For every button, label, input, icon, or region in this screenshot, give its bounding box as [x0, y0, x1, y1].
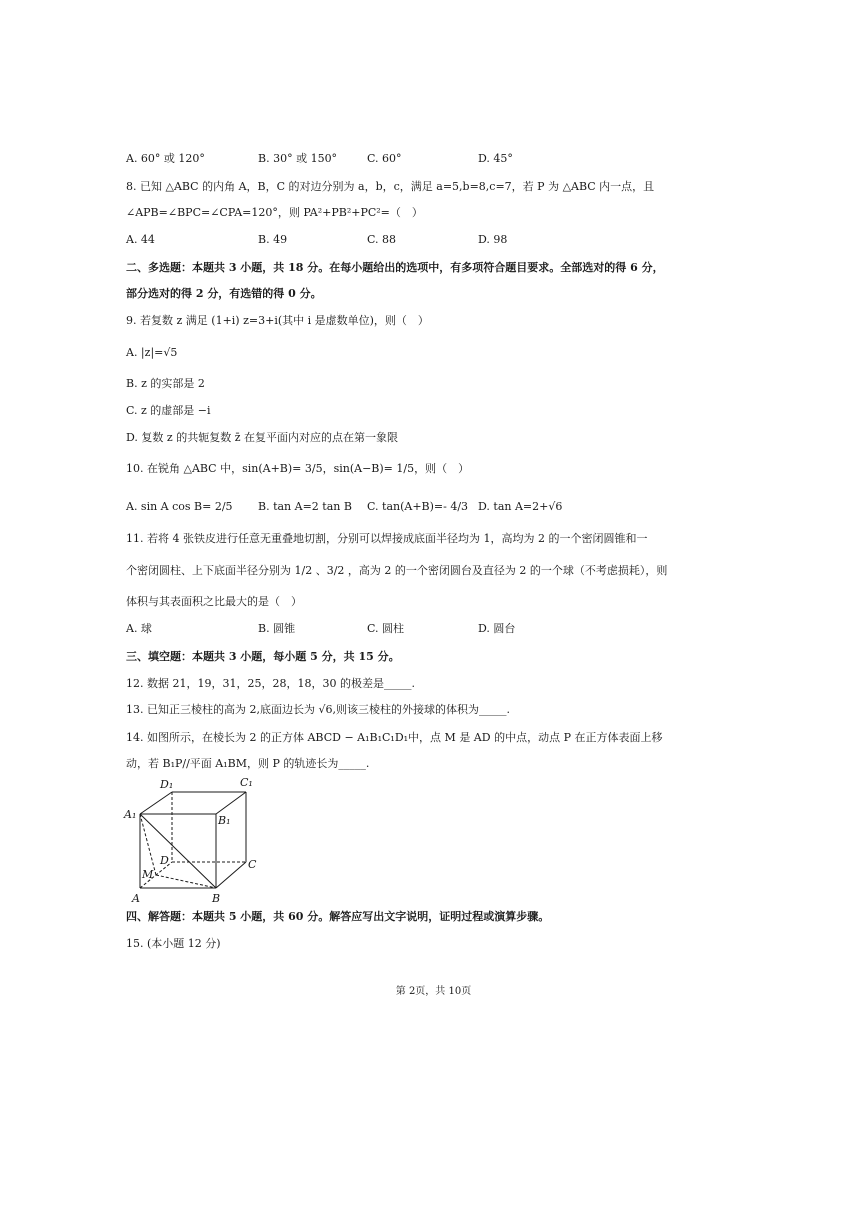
label-c: C	[248, 858, 257, 871]
q11-stem-line1: 11. 若将 4 张铁皮进行任意无重叠地切割，分别可以焊接成底面半径均为 1，高均为 2 的一个密闭圆锥和一	[126, 532, 648, 545]
q7-option-d: D. 45°	[478, 152, 513, 165]
q7-option-b: B. 30° 或 150°	[258, 152, 338, 165]
q11-option-b: B. 圆锥	[258, 622, 296, 635]
label-d1: D₁	[160, 778, 174, 791]
edge-b1-c1	[216, 792, 246, 814]
q11-stem-line3: 体积与其表面积之比最大的是（ ）	[126, 595, 302, 608]
q11-option-a: A. 球	[126, 622, 152, 635]
section4-heading: 四、解答题：本题共 5 小题，共 60 分。解答应写出文字说明，证明过程或演算步骤。	[126, 910, 550, 923]
q8-option-d: D. 98	[478, 233, 508, 246]
label-d: D	[160, 854, 169, 867]
q9-option-c: C. z 的虚部是 −i	[126, 404, 211, 417]
q8-option-a: A. 44	[126, 233, 155, 246]
q9-option-d: D. 复数 z 的共轭复数 z̄ 在复平面内对应的点在第一象限	[126, 431, 398, 444]
q11-stem-line2: 个密闭圆柱、上下底面半径分别为 1/2 、3/2 ，高为 2 的一个密闭圆台及直径为 2 的一个球（不考虑损耗），则	[126, 564, 668, 577]
label-b: B	[212, 892, 221, 905]
q10-stem: 10. 在锐角 △ABC 中，sin(A+B)= 3/5，sin(A−B)= 1/5，则（ ）	[126, 462, 470, 475]
q10-option-a: A. sin A cos B= 2/5	[126, 500, 233, 513]
q7-option-c: C. 60°	[367, 152, 402, 165]
q11-option-d: D. 圆台	[478, 622, 516, 635]
q10-option-d: D. tan A=2+√6	[478, 500, 563, 513]
label-m: M	[142, 868, 154, 881]
q10-option-b: B. tan A=2 tan B	[258, 500, 352, 513]
label-a: A	[132, 892, 140, 905]
q12-stem: 12. 数据 21，19，31，25，28，18，30 的极差是_____.	[126, 677, 415, 690]
q14-stem-line1: 14. 如图所示，在棱长为 2 的正方体 ABCD − A₁B₁C₁D₁中，点 M 是 AD 的中点，动点 P 在正方体表面上移	[126, 731, 663, 744]
label-a1: A₁	[124, 808, 137, 821]
q8-option-c: C. 88	[367, 233, 397, 246]
q10-option-c: C. tan(A+B)=- 4/3	[367, 500, 469, 513]
edge-b-c	[216, 862, 246, 888]
label-b1: B₁	[218, 814, 231, 827]
page-footer: 第 2页，共 10页	[395, 986, 472, 997]
hidden-edge-m-b	[156, 875, 216, 888]
q13-stem: 13. 已知正三棱柱的高为 2,底面边长为 √6,则该三棱柱的外接球的体积为_____.	[126, 703, 510, 716]
section2-heading-line1: 二、多选题：本题共 3 小题，共 18 分。在每小题给出的选项中，有多项符合题目要求。全部选对的得 6 分，	[126, 261, 664, 274]
q15-stem: 15. (本小题 12 分)	[126, 937, 221, 950]
q9-option-b: B. z 的实部是 2	[126, 377, 205, 390]
q8-option-b: B. 49	[258, 233, 288, 246]
q8-stem-line1: 8. 已知 △ABC 的内角 A，B，C 的对边分别为 a，b，c，满足 a=5,b=8,c=7，若 P 为 △ABC 内一点，且	[126, 180, 655, 193]
q7-option-a: A. 60° 或 120°	[126, 152, 205, 165]
section3-heading: 三、填空题：本题共 3 小题，每小题 5 分，共 15 分。	[126, 650, 400, 663]
q9-option-a: A. |z|=√5	[126, 346, 178, 359]
cube-figure	[120, 772, 270, 908]
q14-stem-line2: 动，若 B₁P//平面 A₁BM，则 P 的轨迹长为_____.	[126, 757, 370, 770]
q9-stem: 9. 若复数 z 满足 (1+i) z=3+i(其中 i 是虚数单位)，则（ ）	[126, 314, 429, 327]
section2-heading-line2: 部分选对的得 2 分，有选错的得 0 分。	[126, 287, 322, 300]
q8-stem-line2: ∠APB=∠BPC=∠CPA=120°，则 PA²+PB²+PC²=（ ）	[126, 206, 423, 219]
hidden-edge-a1-m	[140, 814, 156, 875]
q11-option-c: C. 圆柱	[367, 622, 405, 635]
label-c1: C₁	[240, 776, 253, 789]
edge-a1-d1	[140, 792, 172, 814]
